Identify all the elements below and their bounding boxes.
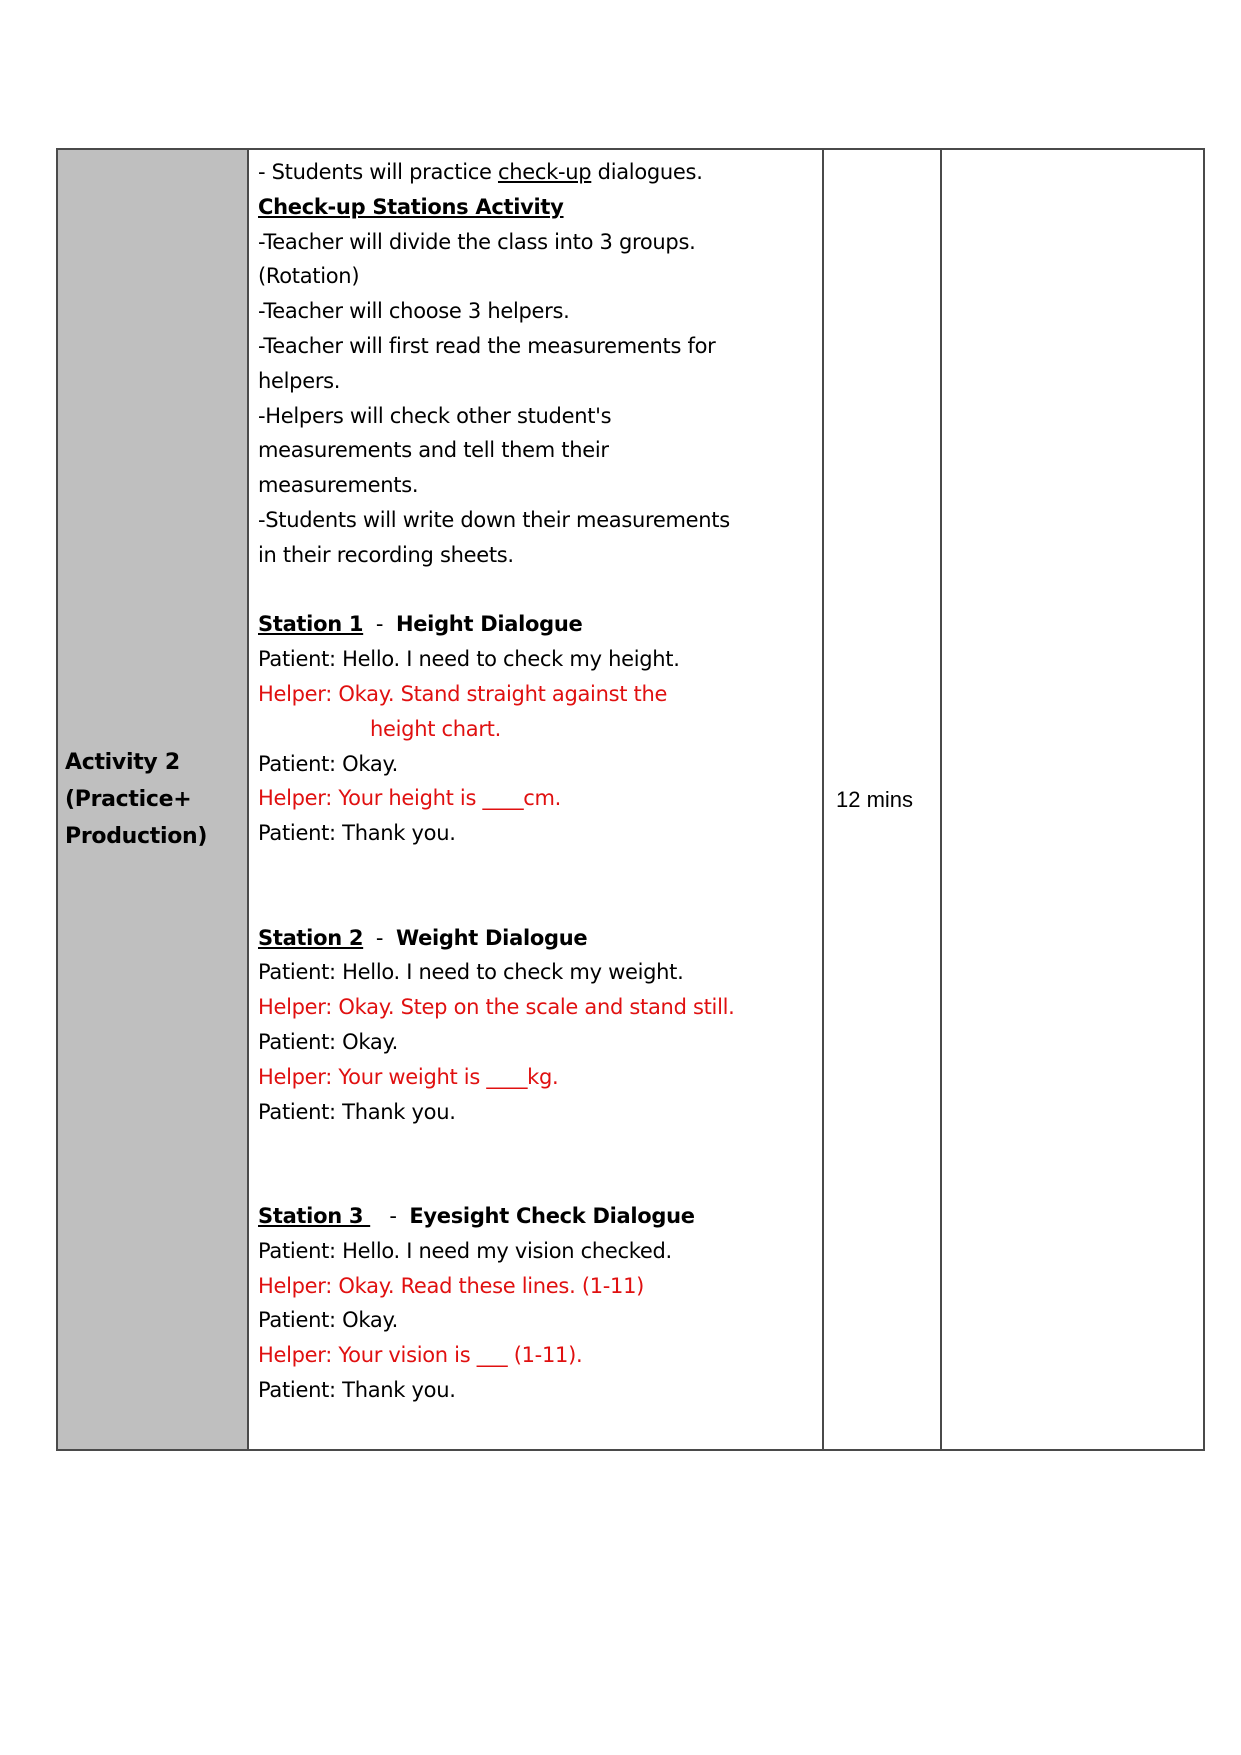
text-line [258, 1338, 822, 1373]
text-line [258, 573, 822, 608]
text-line [258, 1129, 822, 1164]
text-segment: in their recording sheets. [258, 542, 514, 567]
text-segment: Patient: Hello. I need my vision checked. [258, 1238, 672, 1263]
text-segment: Patient: Thank you. [258, 1099, 456, 1124]
text-line [258, 607, 822, 642]
text-line [258, 329, 822, 364]
dialogue-content [249, 150, 822, 1408]
lesson-plan-table [56, 148, 1205, 1451]
text-segment: Patient: Hello. I need to check my height. [258, 647, 680, 672]
text-segment: Station 2 [258, 925, 364, 950]
text-segment: Patient: Okay. [258, 1308, 398, 1333]
text-line [258, 712, 822, 747]
text-segment: Patient: Thank you. [258, 821, 456, 846]
text-line [258, 1164, 822, 1199]
text-line [258, 677, 822, 712]
text-segment: Check-up Stations Activity [258, 194, 564, 219]
text-line [258, 1373, 822, 1408]
notes-cell [941, 149, 1204, 1450]
text-segment: -Students will write down their measurements [258, 507, 730, 532]
text-line [258, 816, 822, 851]
activity-subtitle-line-2: Production) [65, 824, 208, 849]
text-segment: measurements. [258, 473, 419, 498]
text-line [258, 990, 822, 1025]
text-segment: - [370, 1203, 410, 1228]
text-line [258, 1234, 822, 1269]
text-segment: - Students will practice [258, 160, 498, 184]
text-line [258, 155, 822, 190]
activity-subtitle-line-1: (Practice+ [65, 787, 192, 812]
text-line [258, 921, 822, 956]
text-segment: -Teacher will divide the class into 3 groups. [258, 229, 696, 254]
text-segment: height chart. [370, 716, 501, 741]
procedure-cell [248, 149, 823, 1450]
text-line [258, 1095, 822, 1130]
text-segment: Weight Dialogue [395, 925, 588, 950]
text-line [258, 433, 822, 468]
text-segment: Station 3 [258, 1203, 371, 1228]
text-line [258, 747, 822, 782]
text-line [258, 1303, 822, 1338]
text-segment: -Teacher will choose 3 helpers. [258, 299, 570, 324]
text-line [258, 538, 822, 573]
text-line [258, 399, 822, 434]
text-line [258, 468, 822, 503]
activity-label [58, 744, 247, 855]
text-line [258, 955, 822, 990]
text-segment: Patient: Okay. [258, 751, 398, 776]
text-segment: dialogues. [591, 160, 703, 184]
text-segment: Helper: Okay. Step on the scale and stand still. [258, 995, 735, 1020]
text-segment: - [363, 612, 396, 637]
text-segment: Helper: Your weight is ____kg. [258, 1064, 559, 1089]
text-segment: check-up [497, 160, 592, 184]
text-line [258, 886, 822, 921]
text-segment: Patient: Thank you. [258, 1377, 456, 1402]
time-cell [823, 149, 941, 1450]
table-row [57, 149, 1204, 1450]
text-segment: Helper: Your height is ____cm. [258, 786, 562, 811]
text-line [258, 1199, 822, 1234]
text-line [258, 642, 822, 677]
text-segment: -Teacher will first read the measurements for [258, 333, 716, 358]
text-segment: measurements and tell them their [258, 438, 609, 463]
text-line [258, 190, 822, 225]
text-line [258, 294, 822, 329]
text-segment: Helper: Okay. Read these lines. (1-11) [258, 1273, 645, 1298]
activity-cell [57, 149, 248, 1450]
text-line [258, 1025, 822, 1060]
text-segment: -Helpers will check other student's [258, 403, 612, 428]
text-line [258, 225, 822, 260]
time-label: 12 mins [836, 786, 914, 812]
text-segment: Station 1 [258, 612, 364, 637]
text-line [258, 503, 822, 538]
text-segment: (Rotation) [258, 264, 360, 289]
text-segment: Helper: Your vision is ___ (1-11). [258, 1343, 583, 1368]
text-line [258, 1269, 822, 1304]
text-segment: Patient: Okay. [258, 1029, 398, 1054]
text-segment: Height Dialogue [395, 612, 583, 637]
text-line [258, 781, 822, 816]
text-segment: Helper: Okay. Stand straight against the [258, 681, 668, 706]
text-segment: - [363, 925, 396, 950]
text-line [258, 851, 822, 886]
text-line [258, 364, 822, 399]
text-segment: Patient: Hello. I need to check my weight. [258, 960, 684, 985]
activity-title: Activity 2 [65, 750, 180, 775]
text-segment: Eyesight Check Dialogue [409, 1203, 695, 1228]
text-line [258, 259, 822, 294]
text-segment: helpers. [258, 368, 341, 393]
text-line [258, 1060, 822, 1095]
